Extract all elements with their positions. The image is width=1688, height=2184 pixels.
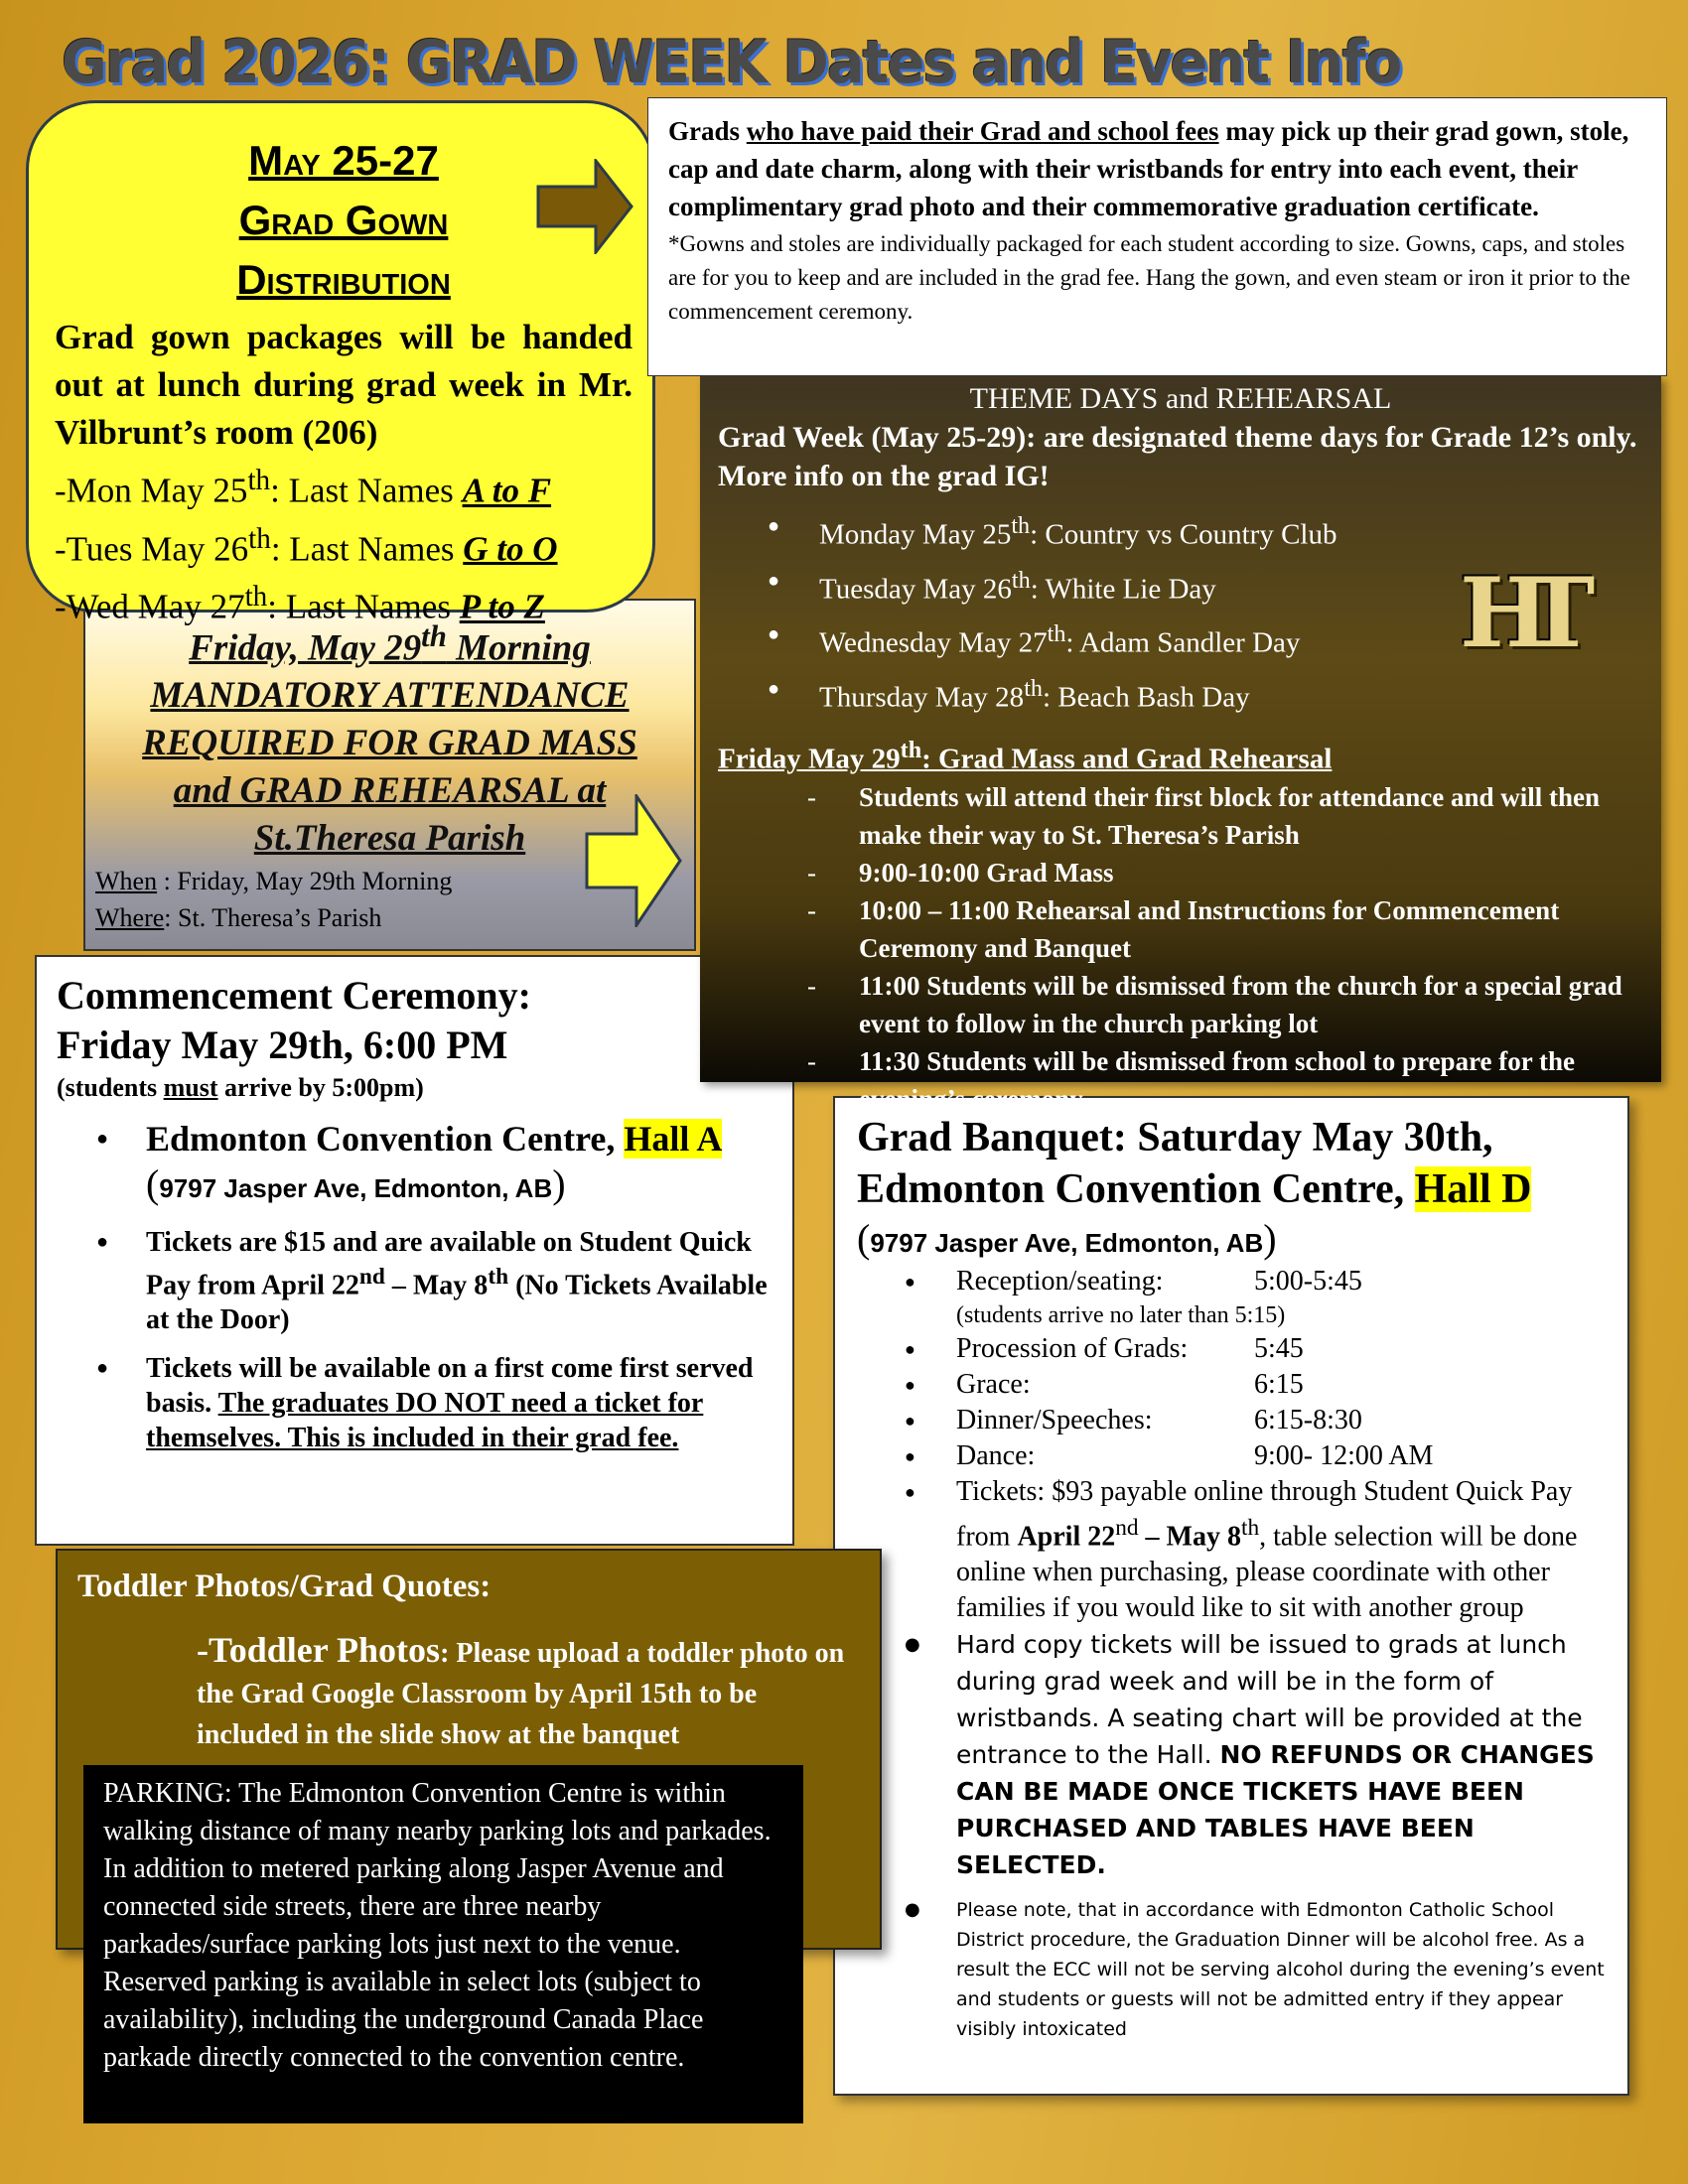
theme-day: ● Thursday May 28th: Beach Bash Day xyxy=(768,666,1643,721)
ticket-info: ● Tickets will be available on a first come first served basis. The graduates DO NOT need a ticket for themselves. This is included in their grad fee. xyxy=(57,1351,773,1455)
gown-day: -Mon May 25th: Last Names A to F xyxy=(55,465,552,510)
arrow-right-icon xyxy=(536,159,635,254)
rehearsal-item: - 11:30 Students will be dismissed from school to prepare for the evening’s ceremony. xyxy=(807,1042,1643,1118)
rehearsal-item: - 10:00 – 11:00 Rehearsal and Instructions for Commencement Ceremony and Banquet xyxy=(807,891,1643,967)
schedule-item: ● Grace: 6:15 xyxy=(857,1367,1606,1403)
school-logo: HT xyxy=(1460,557,1570,669)
gown-day: -Tues May 26th: Last Names G to O xyxy=(55,522,558,569)
theme-day: ● Monday May 25th: Country vs Country Club xyxy=(768,503,1643,558)
theme-days-box: THEME DAYS and REHEARSAL Grad Week (May 25-29): are designated theme days for Grade 12’s only. More info on the grad IG! ● Monday May 25th: Country vs Country Club ● Tuesday May 26th: White Lie Day ● Wednesday May 27th: Adam Sandler Day ● Thursday May 28th: Beach Bash Day Friday May 29th: Grad Mass and Grad Rehearsal - Students will attend their first block for attendance and will then make their way to St. Theresa’s Parish - 9:00-10:00 Grad Mass - 10:00 – 11:00 Rehearsal and Instructions for Commencement Ceremony and Banquet - 11:00 Students will be dismissed from the church for a special grad event to follow in the church parking lot - 11:30 Students will be dismissed from school to prepare for the evening’s ceremony. xyxy=(700,376,1661,1082)
gown-day: -Wed May 27th: Last Names P to Z xyxy=(55,581,545,626)
alcohol-note: ● Please note, that in accordance with Edmonton Catholic School District procedure, the Graduation Dinner will be alcohol free. As a result the ECC will not be serving alcohol during the evening’s event and students or guests will not be admitted entry if they appear visibly intoxicated xyxy=(857,1895,1606,2044)
rehearsal-item: - 9:00-10:00 Grad Mass xyxy=(807,854,1643,891)
theme-day: ● Wednesday May 27th: Adam Sandler Day xyxy=(768,612,1643,666)
hard-copy-tickets: ● Hard copy tickets will be issued to grads at lunch during grad week and will be in the form of wristbands. A seating chart will be provided at the entrance to the Hall. NO REFUNDS OR CHANGES CAN BE MADE ONCE TICKETS HAVE BEEN PURCHASED AND TABLES HAVE BEEN SELECTED. xyxy=(857,1626,1606,1883)
ticket-info: ● Tickets are $15 and are available on Student Quick Pay from April 22nd – May 8th (No Tickets Available at the Door) xyxy=(57,1225,773,1337)
banquet-tickets: ● Tickets: $93 payable online through Student Quick Pay from April 22nd – May 8th, table selection will be done online when purchasing, please coordinate with other families if you would like to sit with another group xyxy=(857,1474,1606,1626)
gown-date: May 25-27 xyxy=(248,137,439,184)
friday-rehearsal-heading: Friday May 29th: Grad Mass and Grad Rehearsal xyxy=(718,736,1333,775)
banquet-box: Grad Banquet: Saturday May 30th, Edmonton Convention Centre, Hall D (9797 Jasper Ave, Edmonton, AB) ● Reception/seating: 5:00-5:45 (students arrive no later than 5:15) ● Procession of Grads: 5:45 ● Grace: 6:15 ● Dinner/Speeches: 6:15-8:30 ● Dance: 9:00- 12:00 AM ● Tickets: $93 payable online through Student Quick Pay from April 22nd – May 8th, table selection will be done online when purchasing, please coordinate with other families if you would like to sit with another group ● Hard copy tickets will be issued to grads at lunch during grad week and will be in the form of wristbands. A seating chart will be provided at the entrance to the Hall. NO REFUNDS OR CHANGES CAN BE MADE ONCE TICKETS HAVE BEEN PURCHASED AND TABLES HAVE BEEN SELECTED. ● Please note, that in accordance with Edmonton Catholic School District procedure, the Graduation Dinner will be alcohol free. As a result the ECC will not be serving alcohol during the evening’s event and students or guests will not be admitted entry if they appear visibly intoxicated xyxy=(833,1096,1629,2096)
page-title: Grad 2026: GRAD WEEK Dates and Event Info xyxy=(62,28,1401,97)
friday-mandatory-box: Friday, May 29th Morning MANDATORY ATTENDANCE REQUIRED FOR GRAD MASS and GRAD REHEARSAL at St.Theresa Parish When : Friday, May 29th Morning Where: St. Theresa’s Parish xyxy=(83,599,696,951)
theme-day: ● Tuesday May 26th: White Lie Day xyxy=(768,558,1643,613)
rehearsal-item: - Students will attend their first block for attendance and will then make their way to St. Theresa’s Parish xyxy=(807,778,1643,854)
pickup-note: *Gowns and stoles are individually packaged for each student according to size. Gowns, caps, and stoles are for you to keep and are included in the grad fee. Hang the gown, and even steam or iron it prior to the commencement ceremony. xyxy=(668,231,1630,324)
venue: ● Edmonton Convention Centre, Hall A (9797 Jasper Ave, Edmonton, AB) xyxy=(57,1116,773,1211)
theme-title: THEME DAYS and REHEARSAL xyxy=(969,382,1392,415)
gown-body: Grad gown packages will be handed out at lunch during grad week in Mr. Vilbrunt’s room (206) xyxy=(55,318,633,452)
schedule-item: ● Reception/seating: 5:00-5:45 (students arrive no later than 5:15) xyxy=(857,1264,1606,1331)
schedule-item: ● Dinner/Speeches: 6:15-8:30 xyxy=(857,1403,1606,1438)
gown-heading-2: Distribution xyxy=(236,256,451,303)
schedule-item: ● Dance: 9:00- 12:00 AM xyxy=(857,1438,1606,1474)
arrow-right-icon xyxy=(585,794,684,927)
parking-box: PARKING: The Edmonton Convention Centre is within walking distance of many nearby parking lots and parkades. In addition to metered parking along Jasper Avenue and connected side streets, there are three nearby parkades/surface parking lots just next to the venue. Reserved parking is available in select lots (subject to availability), including the underground Canada Place parkade directly connected to the convention centre. xyxy=(83,1765,803,2123)
toddler-photos-box: Toddler Photos/Grad Quotes: -Toddler Photos: Please upload a toddler photo on the Grad Google Classroom by April 15th to be included in the slide show at the banquet xyxy=(56,1549,882,1950)
commencement-box: Commencement Ceremony: Friday May 29th, 6:00 PM (students must arrive by 5:00pm) ● Edmonton Convention Centre, Hall A (9797 Jasper Ave, Edmonton, AB) ● Tickets are $15 and are available on Student Quick Pay from April 22nd – May 8th (No Tickets Available at the Door) ● Tickets will be available on a first come first served basis. The graduates DO NOT need a ticket for themselves. This is included in their grad fee. xyxy=(35,955,794,1546)
gown-heading: Grad Gown xyxy=(238,197,449,243)
schedule-item: ● Procession of Grads: 5:45 xyxy=(857,1331,1606,1367)
pickup-info-box: Grads who have paid their Grad and school fees may pick up their grad gown, stole, cap and date charm, along with their wristbands for entry into each event, their complimentary grad photo and their commemorative graduation certificate. *Gowns and stoles are individually packaged for each student according to size. Gowns, caps, and stoles are for you to keep and are included in the grad fee. Hang the gown, and even steam or iron it prior to the commencement ceremony. xyxy=(647,97,1667,376)
rehearsal-item: - 11:00 Students will be dismissed from the church for a special grad event to follow in the church parking lot xyxy=(807,967,1643,1042)
